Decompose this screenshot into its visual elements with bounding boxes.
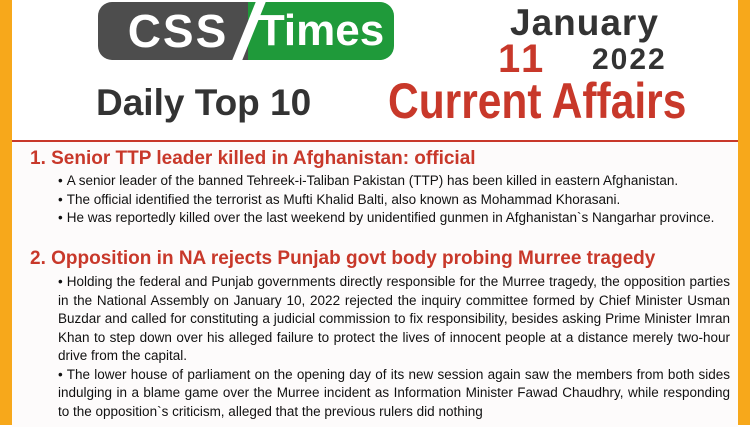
bullet-dot-icon: • xyxy=(58,274,63,289)
right-frame-border xyxy=(738,0,750,425)
bullet-dot-icon: • xyxy=(58,191,63,207)
bullet-text: A senior leader of the banned Tehreek-i-Taliban Pakistan (TTP) has been killed in eastern Afghanistan. xyxy=(66,173,679,188)
article-2-headline: 2. Opposition in NA rejects Punjab govt body probing Murree tragedy xyxy=(30,248,656,269)
article-1-headline: 1. Senior TTP leader killed in Afghanistan: official xyxy=(30,148,476,169)
date-month: January xyxy=(510,2,659,43)
article-2-bullets xyxy=(58,273,730,421)
bullet-item xyxy=(58,273,730,366)
bullet-item xyxy=(58,366,730,422)
article-1-bullets xyxy=(58,172,730,228)
bullet-dot-icon: • xyxy=(58,366,63,382)
bullet-dot-icon: • xyxy=(58,210,63,225)
bullet-text: The lower house of parliament on the opening day of its new session again saw the members from both sides indulging in a blame game over the Murree incident as Information Minister Fawad Chaudhry, while responding to the opposition`s criticism, alleged that the previous rulers did nothing xyxy=(58,366,730,419)
title-current-affairs: Current Affairs xyxy=(388,73,687,129)
bullet-dot-icon: • xyxy=(58,173,63,188)
bullet-item xyxy=(58,209,730,228)
css-times-logo xyxy=(98,2,394,60)
bullet-text: He was reportedly killed over the last weekend by unidentified gunmen in Afghanistan`s Nangarhar province. xyxy=(66,210,715,225)
date-year: 2022 xyxy=(592,43,667,76)
bullet-item xyxy=(58,172,730,191)
content-area xyxy=(12,140,738,427)
bullet-text: The official identified the terrorist as Mufti Khalid Balti, also known as Mohammad Khorasani. xyxy=(66,191,621,207)
title-daily-top-10: Daily Top 10 xyxy=(96,82,312,123)
logo-css-text: CSS xyxy=(98,2,258,60)
logo-times-text: Times xyxy=(248,2,394,60)
bullet-item xyxy=(58,191,730,210)
date-day: 11 xyxy=(498,37,547,81)
bullet-text: Holding the federal and Punjab governments directly responsible for the Murree tragedy, the opposition parties in the National Assembly on January 10, 2022 rejected the inquiry committee formed by Chief Minister Usman Buzdar and called for constituting a judicial commission to fix responsibility, besides asking Prime Minister Imran Khan to step down over his alleged failure to protect the lives of innocent people at a distance merely two-hour drive from the capital. xyxy=(58,274,730,363)
header xyxy=(12,0,738,140)
left-frame-border xyxy=(0,0,12,425)
